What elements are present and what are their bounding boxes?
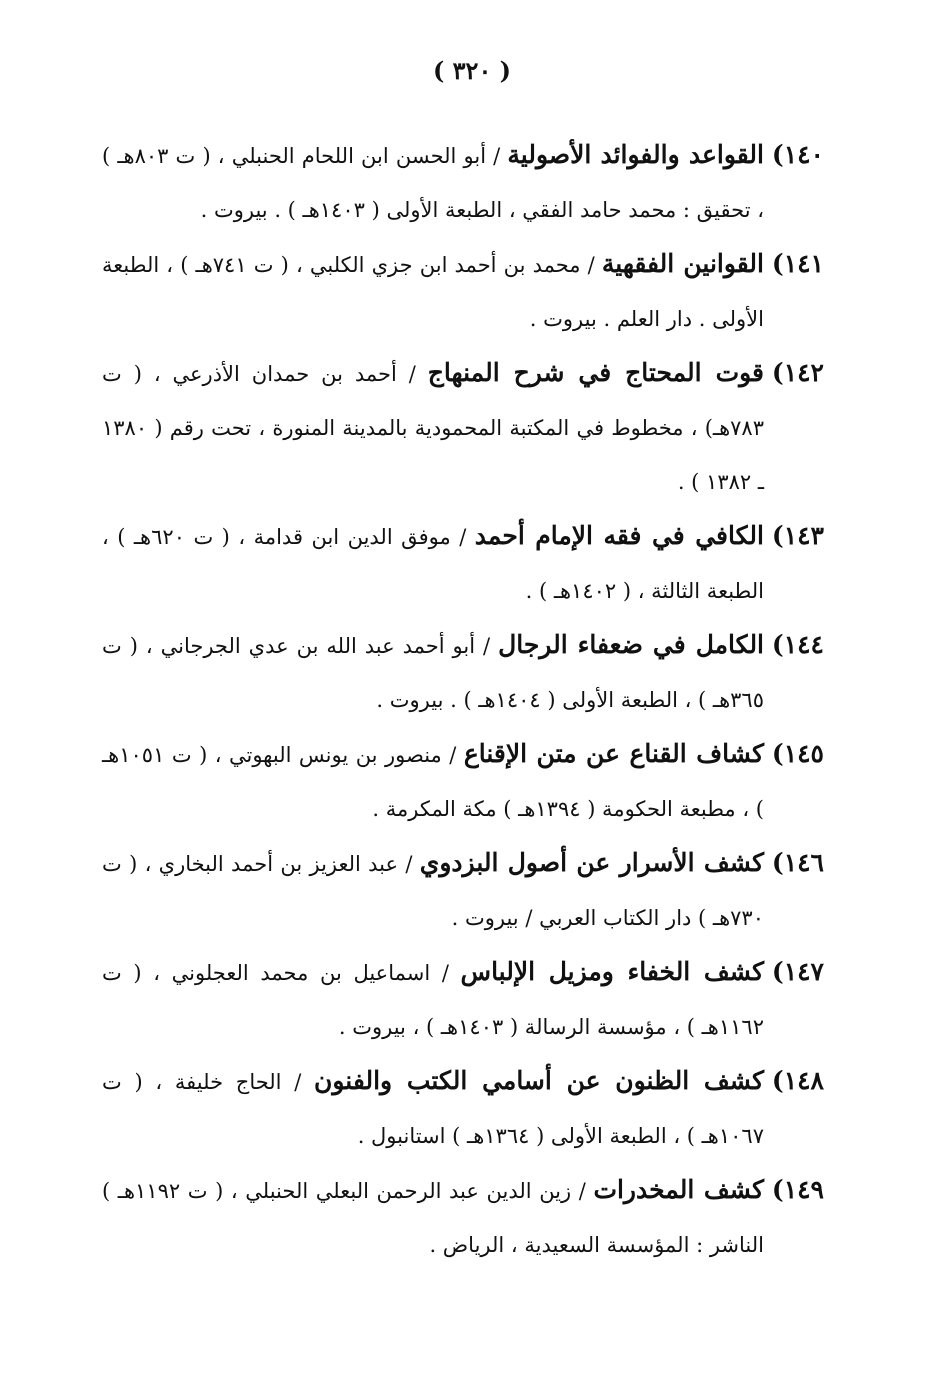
entry-text — [102, 237, 764, 346]
bibliography-entry — [102, 1163, 824, 1272]
bibliography-entry — [102, 945, 824, 1054]
entry-text — [102, 128, 764, 237]
entry-details: / عبد العزيز بن أحمد البخاري ، ( ت ٧٣٠هـ ) دار الكتاب العربي / بيروت . — [102, 852, 764, 930]
entry-details: / منصور بن يونس البهوتي ، ( ت ١٠٥١هـ ) ، مطبعة الحكومة ( ١٣٩٤هـ ) مكة المكرمة . — [102, 743, 764, 821]
entry-number: ١٤٢) — [771, 358, 824, 387]
entry-title: كشف المخدرات — [593, 1175, 764, 1204]
entry-details: / موفق الدين ابن قدامة ، ( ت ٦٢٠هـ ) ، الطبعة الثالثة ، ( ١٤٠٢هـ ) . — [102, 525, 764, 603]
entry-details: / زين الدين عبد الرحمن البعلي الحنبلي ، ( ت ١١٩٢هـ ) الناشر : المؤسسة السعيدية ، الرياض . — [102, 1179, 764, 1257]
bibliography-entry — [102, 1054, 824, 1163]
entry-title: الكافي في فقه الإمام أحمد — [474, 521, 764, 550]
entry-number: ١٤٧) — [771, 957, 824, 986]
bibliography-entry — [102, 237, 824, 346]
entry-text — [102, 346, 764, 509]
entry-details: / أبو الحسن ابن اللحام الحنبلي ، ( ت ٨٠٣هـ ) ، تحقيق : محمد حامد الفقي ، الطبعة الأولى ( ١٤٠٣هـ ) . بيروت . — [102, 144, 764, 222]
entry-number: ١٤٠) — [771, 140, 824, 169]
bibliography-list — [102, 128, 824, 1272]
entry-title: كشاف القناع عن متن الإقناع — [463, 739, 764, 768]
entry-number: ١٤٦) — [771, 848, 824, 877]
entry-text — [102, 509, 764, 618]
entry-number: ١٤٩) — [771, 1175, 824, 1204]
entry-details: / اسماعيل بن محمد العجلوني ، ( ت ١١٦٢هـ ) ، مؤسسة الرسالة ( ١٤٠٣هـ ) ، بيروت . — [102, 961, 764, 1039]
entry-details: / أحمد بن حمدان الأذرعي ، ( ت ٧٨٣هـ) ، مخطوط في المكتبة المحمودية بالمدينة المنورة ، تحت رقم ( ١٣٨٠ ـ ١٣٨٢ ) . — [102, 362, 764, 494]
entry-text — [102, 1163, 764, 1272]
bibliography-entry — [102, 509, 824, 618]
entry-title: القواعد والفوائد الأصولية — [507, 140, 764, 169]
entry-title: الكامل في ضعفاء الرجال — [498, 630, 765, 659]
bibliography-entry — [102, 727, 824, 836]
bibliography-entry — [102, 836, 824, 945]
entry-text — [102, 618, 764, 727]
entry-number: ١٤٣) — [771, 521, 824, 550]
entry-number: ١٤١) — [771, 249, 824, 278]
entry-title: القوانين الفقهية — [601, 249, 764, 278]
entry-title: كشف الظنون عن أسامي الكتب والفنون — [314, 1066, 764, 1095]
bibliography-entry — [102, 128, 824, 237]
entry-number: ١٤٥) — [771, 739, 824, 768]
entry-details: / الحاج خليفة ، ( ت ١٠٦٧هـ ) ، الطبعة الأولى ( ١٣٦٤هـ ) استانبول . — [102, 1070, 764, 1148]
entry-details: / محمد بن أحمد ابن جزي الكلبي ، ( ت ٧٤١هـ ) ، الطبعة الأولى . دار العلم . بيروت . — [102, 253, 764, 331]
bibliography-entry — [102, 618, 824, 727]
entry-number: ١٤٨) — [771, 1066, 824, 1095]
entry-text — [102, 836, 764, 945]
bibliography-entry — [102, 346, 824, 509]
entry-text — [102, 727, 764, 836]
page-number: ( ٣٢٠ ) — [432, 56, 512, 85]
entry-text — [102, 1054, 764, 1163]
entry-title: كشف الخفاء ومزيل الإلباس — [460, 957, 765, 986]
entry-details: / أبو أحمد عبد الله بن عدي الجرجاني ، ( ت ٣٦٥هـ ) ، الطبعة الأولى ( ١٤٠٤هـ ) . بيروت . — [102, 634, 764, 712]
entry-title: قوت المحتاج في شرح المنهاج — [427, 358, 764, 387]
entry-text — [102, 945, 764, 1054]
entry-title: كشف الأسرار عن أصول البزدوي — [419, 848, 765, 877]
entry-number: ١٤٤) — [771, 630, 824, 659]
